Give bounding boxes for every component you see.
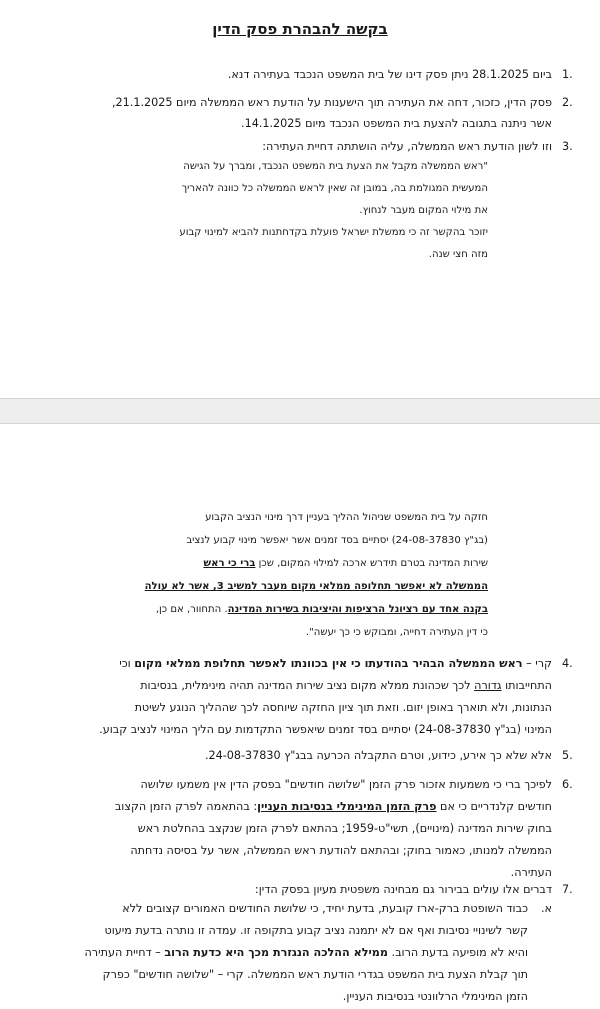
sub-paragraph-letter: א. <box>540 902 552 915</box>
page-break-gap <box>0 398 600 424</box>
quote-line <box>68 553 488 575</box>
text-run: – דחיית העתירה <box>84 946 165 959</box>
paragraph-text-line: קשר לשינויי נסיבות ואף אם לא יתמנה נציב קבוע בתקופה זו. עמדה זו נותרה בדעת מיעוט <box>104 924 528 937</box>
document-title: בקשה להבהרת פסק הדין <box>212 20 388 38</box>
paragraph-number: 4. <box>562 657 573 670</box>
quote-line: (בג"ץ 24-08-37830) יסתיים בסד זמנים אשר יאפשר מינוי קבוע לנציב <box>186 535 488 546</box>
paragraph-text-line: הזמן המינימלי הרלוונטי בנסיבות העניין. <box>342 990 528 1003</box>
paragraph-text-line: אשר ניתנה בתגובה להצעת בית המשפט הנכבד מיום 14.1.2025. <box>241 117 552 130</box>
bold-text: ראש הממשלה הבהיר בהודעתו כי אין בכוונתו לאפשר תחלופת ממלאי מקום <box>134 657 523 670</box>
paragraph-text-line: פסק הדין, כזכור, דחה את העתירה תוך הישענות על הודעת ראש הממשלה מיום 21.1.2025, <box>111 96 552 109</box>
quote-text: . התחוור, אם כן, <box>155 604 228 615</box>
paragraph-text: דברים אלו עולים בבירור גם מבחינה משפטית מעיון בפסק הדין: <box>254 883 552 896</box>
paragraph-number: 1. <box>562 68 573 81</box>
quote-line: יזוכר בהקשר זה כי ממשלת ישראל פועלת בקדחתנות להביא למינוי קבוע <box>179 227 488 238</box>
quote-emphasis: ברי כי ראש <box>203 558 256 569</box>
bold-underlined-text: פרק הזמן המינימלי בנסיבות העניין <box>257 800 437 813</box>
quote-line: כי דין העתירה דחייה, ומבוקש כי כך יעשה". <box>305 627 488 638</box>
paragraph-text: ביום 28.1.2025 ניתן פסק דינו של בית המשפט הנכבד בעתירה דנא. <box>227 68 552 81</box>
text-run: : בהתאמה לפרק הזמן הקצוב <box>114 800 258 813</box>
paragraph-text-line: הנתונות, ולא תוארך באופן יזום. וזאת תוך ציון החזקה שיוחסה לכך שההליך הנוגע לשיטת <box>134 701 552 714</box>
text-run: חודשים קלנדריים כי אם <box>436 800 552 813</box>
quote-emphasis: הממשלה לא יאפשר תחלופה ממלאי מקום מעבר למשיב 3, <box>209 581 488 592</box>
paragraph-number: 3. <box>562 140 573 153</box>
paragraph-text-line <box>23 943 528 962</box>
text-run: קרי – <box>522 657 552 670</box>
quote-emphasis: בקנה אחד עם רציונל הרציפות והיציבות בשירות המדינה <box>227 604 488 615</box>
quote-line: את מילוי המקום מעבר לנחוץ. <box>359 205 488 216</box>
quote-line: חזקה על בית המשפט שניהול ההליך בעניין דרך מינוי הנציב הקבוע <box>205 512 488 523</box>
quote-line: מזה חצי שנה. <box>428 249 488 260</box>
text-run: לכך שכהונת ממלא מקום נציב שירות המדינה תהיה מינימלית, בנסיבות <box>140 679 475 692</box>
paragraph-text-line: תוך קבלת הצעת בית המשפט בגדרי הודעת ראש הממשלה. קרי – "שלושה חודשים" כפרק <box>102 968 528 981</box>
paragraph-text-line: לפיכך ברי כי משמעות אזכור פרק הזמן "שלושה חודשים" בפסק הדין אין משמעו שלושה <box>140 778 552 791</box>
quote-line <box>68 576 488 598</box>
paragraph-text-line <box>22 797 552 816</box>
quote-text: שירות המדינה בטרם תידרש ארכה למילוי המקום, שכן <box>255 558 488 569</box>
document-page-2 <box>0 424 600 1009</box>
paragraph-text: אלא שלא כך אירע, כידוע, וטרם התקבלה הכרעה בבג"ץ 24-08-37830. <box>204 749 552 762</box>
paragraph-text-line: בחוק שירות המדינה (מינויים), תשי"ט-1959; בהתאם לפרק הזמן שנקצב בהחלטת ראש <box>137 822 552 835</box>
paragraph-number: 5. <box>562 749 573 762</box>
paragraph-number: 7. <box>562 883 573 896</box>
underlined-text: גדורה <box>474 679 502 692</box>
paragraph-number: 6. <box>562 778 573 791</box>
quote-line <box>68 599 488 621</box>
quote-line: המעשית המגולמת בה, במובן זה שאין לראש הממשלה כל כוונה להאריך <box>181 183 488 194</box>
quote-line: "ראש הממשלה מקבל את הצעת בית המשפט הנכבד, ומברך על הגישה <box>183 161 488 172</box>
text-run: התחייבותו <box>501 679 552 692</box>
paragraph-text-line: הממשלה למנותו, כאמור בחוק; ובהתאם להודעת ראש הממשלה, אשר על בסיסה נדחתה <box>130 844 552 857</box>
paragraph-text-line: המינוי (בג"ץ 24-08-37830) יסתיים בסד זמנים שיאפשר התקדמות עם הליך המינוי לנציב קבוע. <box>99 723 552 736</box>
bold-text: ממילא ההלכה הנגזרת מכך היא כדעת הרוב <box>164 946 388 959</box>
document-page-1 <box>0 0 600 398</box>
text-run: והיא לא מופיעה בדעת הרוב. <box>387 946 528 959</box>
paragraph-text: וזו לשון הודעת ראש הממשלה, עליה הושתתה דחיית העתירה: <box>262 140 552 153</box>
text-run: וכי <box>119 657 135 670</box>
quote-emphasis: אשר לא עולה <box>144 581 210 592</box>
paragraph-text-line: העתירה. <box>510 866 552 879</box>
paragraph-text-line <box>22 676 552 695</box>
paragraph-number: 2. <box>562 96 573 109</box>
paragraph-text-line <box>22 654 552 673</box>
paragraph-text-line: כבוד השופטת ברק-ארז קובעת, בדעת יחיד, כי שלושת החודשים האמורים קצובים ללא <box>122 902 528 915</box>
